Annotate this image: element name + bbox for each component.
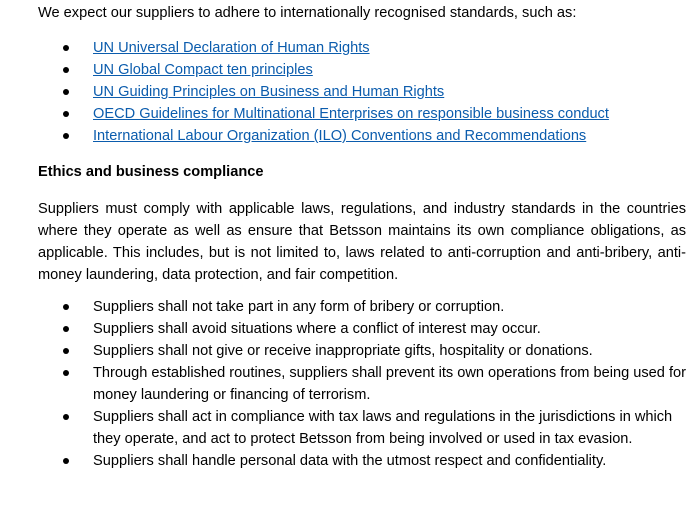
bullet-icon <box>63 111 69 117</box>
requirement-text: Suppliers shall not take part in any form of bribery or corruption. <box>93 299 505 315</box>
list-item <box>38 340 686 362</box>
section-heading: Ethics and business compliance <box>38 164 264 180</box>
list-item <box>38 296 686 318</box>
list-item <box>38 81 678 103</box>
bullet-icon <box>63 458 69 464</box>
link-ilo-conventions[interactable]: International Labour Organization (ILO) Conventions and Recommendations <box>93 128 587 144</box>
list-item <box>38 450 686 472</box>
list-item <box>38 318 686 340</box>
requirement-text: Suppliers shall not give or receive inappropriate gifts, hospitality or donations. <box>93 343 593 359</box>
bullet-icon <box>63 370 69 376</box>
link-oecd-guidelines[interactable]: OECD Guidelines for Multinational Enterprises on responsible business conduct <box>93 106 609 122</box>
list-item <box>38 362 686 406</box>
requirement-text: Suppliers shall act in compliance with tax laws and regulations in the jurisdictions in which they operate, and act to protect Betsson from being involved or used in tax evasion. <box>93 409 673 447</box>
bullet-icon <box>63 67 69 73</box>
link-un-human-rights[interactable]: UN Universal Declaration of Human Rights <box>93 40 370 56</box>
link-un-global-compact[interactable]: UN Global Compact ten principles <box>93 62 313 78</box>
requirement-text: Suppliers shall handle personal data with the utmost respect and confidentiality. <box>93 453 607 469</box>
bullet-icon <box>63 133 69 139</box>
bullet-icon <box>63 304 69 310</box>
requirement-text: Through established routines, suppliers shall prevent its own operations from being used for money laundering or financing of terrorism. <box>93 365 686 403</box>
list-item <box>38 37 678 59</box>
bullet-icon <box>63 89 69 95</box>
list-item <box>38 59 678 81</box>
requirements-list <box>38 296 686 472</box>
standards-list <box>38 37 678 147</box>
bullet-icon <box>63 326 69 332</box>
link-un-guiding-principles[interactable]: UN Guiding Principles on Business and Human Rights <box>93 84 445 100</box>
bullet-icon <box>63 348 69 354</box>
list-item <box>38 103 678 125</box>
bullet-icon <box>63 45 69 51</box>
requirement-text: Suppliers shall avoid situations where a conflict of interest may occur. <box>93 321 541 337</box>
list-item <box>38 406 686 450</box>
section-paragraph: Suppliers must comply with applicable laws, regulations, and industry standards in the countries where they operate as well as ensure that Betsson maintains its own compliance obligations, as applicable. This includes, but is not limited to, laws related to anti-corruption and anti-bribery, anti-money laundering, data protection, and fair competition. <box>38 201 686 283</box>
list-item <box>38 125 678 147</box>
bullet-icon <box>63 414 69 420</box>
intro-text: We expect our suppliers to adhere to internationally recognised standards, such as: <box>38 5 577 21</box>
